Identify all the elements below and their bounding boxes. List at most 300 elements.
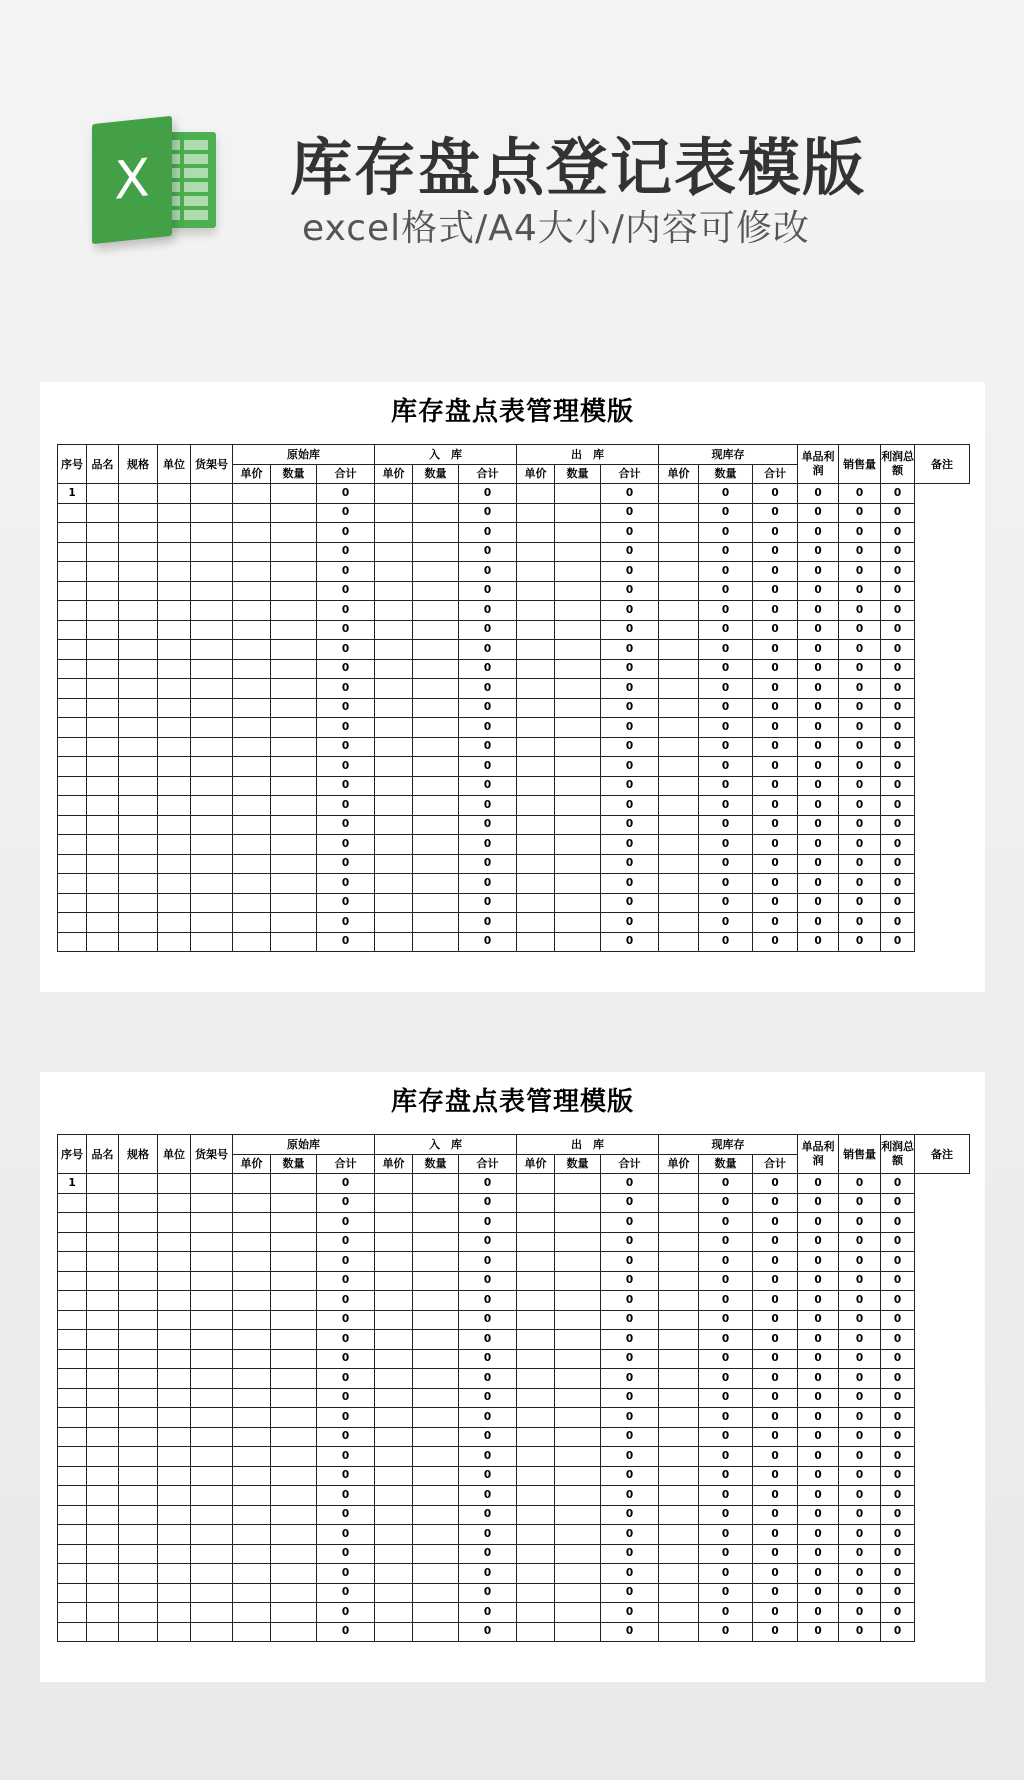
header-sub-price: 单价 xyxy=(659,1154,699,1174)
table-cell xyxy=(87,1271,119,1291)
table-cell: 0 xyxy=(753,1271,798,1291)
table-cell xyxy=(233,1252,271,1272)
table-cell xyxy=(555,581,601,601)
table-cell xyxy=(517,640,555,660)
table-cell: 0 xyxy=(317,1583,375,1603)
table-cell xyxy=(191,1193,233,1213)
table-cell xyxy=(233,698,271,718)
table-cell xyxy=(158,1291,191,1311)
table-cell: 0 xyxy=(881,1310,915,1330)
table-cell: 0 xyxy=(459,581,517,601)
table-cell xyxy=(271,796,317,816)
table-cell xyxy=(87,718,119,738)
table-cell xyxy=(271,1544,317,1564)
table-cell xyxy=(375,718,413,738)
table-cell xyxy=(517,1603,555,1623)
table-cell xyxy=(413,1349,459,1369)
table-cell: 0 xyxy=(839,620,881,640)
table-cell xyxy=(413,1213,459,1233)
table-cell: 0 xyxy=(601,1408,659,1428)
table-cell xyxy=(517,1232,555,1252)
table-cell xyxy=(555,1408,601,1428)
table-cell xyxy=(191,1427,233,1447)
table-cell: 0 xyxy=(459,1583,517,1603)
table-cell xyxy=(119,796,158,816)
table-cell: 0 xyxy=(881,542,915,562)
table-cell xyxy=(87,854,119,874)
table-cell xyxy=(87,1525,119,1545)
table-cell xyxy=(555,1525,601,1545)
table-cell: 0 xyxy=(798,776,839,796)
table-cell: 0 xyxy=(699,640,753,660)
table-cell xyxy=(375,1466,413,1486)
table-cell xyxy=(87,1603,119,1623)
table-cell xyxy=(87,1447,119,1467)
table-cell xyxy=(191,1369,233,1389)
table-cell: 0 xyxy=(839,1486,881,1506)
table-cell xyxy=(58,1603,87,1623)
table-cell: 0 xyxy=(317,562,375,582)
table-cell: 0 xyxy=(839,1232,881,1252)
table-cell: 0 xyxy=(317,1291,375,1311)
table-cell xyxy=(271,1505,317,1525)
table-cell: 0 xyxy=(798,1330,839,1350)
table-cell xyxy=(375,1603,413,1623)
table-cell: 0 xyxy=(699,737,753,757)
table-cell xyxy=(233,1310,271,1330)
table-cell: 0 xyxy=(839,815,881,835)
table-cell xyxy=(158,1564,191,1584)
table-cell: 0 xyxy=(459,1252,517,1272)
table-cell xyxy=(119,757,158,777)
table-cell: 0 xyxy=(601,698,659,718)
table-cell: 0 xyxy=(459,913,517,933)
table-cell xyxy=(191,1408,233,1428)
table-cell xyxy=(233,1193,271,1213)
table-cell xyxy=(158,1213,191,1233)
table-cell: 0 xyxy=(839,1603,881,1623)
table-cell: 0 xyxy=(753,523,798,543)
table-cell: 0 xyxy=(839,776,881,796)
table-cell xyxy=(87,932,119,952)
table-cell xyxy=(58,698,87,718)
table-cell xyxy=(119,1213,158,1233)
table-cell xyxy=(119,1330,158,1350)
table-cell: 0 xyxy=(699,484,753,504)
table-cell: 0 xyxy=(601,1388,659,1408)
table-cell xyxy=(158,737,191,757)
table-cell xyxy=(413,835,459,855)
table-row xyxy=(58,1447,970,1467)
table-cell xyxy=(233,893,271,913)
table-cell: 0 xyxy=(798,1622,839,1642)
table-cell: 0 xyxy=(753,913,798,933)
table-cell xyxy=(191,932,233,952)
table-cell xyxy=(375,737,413,757)
table-row xyxy=(58,854,970,874)
table-cell xyxy=(158,523,191,543)
table-cell xyxy=(233,796,271,816)
table-cell xyxy=(233,776,271,796)
table-row xyxy=(58,1466,970,1486)
table-cell: 0 xyxy=(798,542,839,562)
table-cell xyxy=(659,1271,699,1291)
table-cell xyxy=(119,835,158,855)
table-cell: 0 xyxy=(459,1174,517,1194)
table-cell xyxy=(158,718,191,738)
table-cell: 0 xyxy=(753,893,798,913)
table-cell: 0 xyxy=(881,581,915,601)
table-cell: 0 xyxy=(317,679,375,699)
table-cell xyxy=(517,718,555,738)
table-cell xyxy=(555,1388,601,1408)
table-cell: 0 xyxy=(839,1408,881,1428)
table-cell xyxy=(58,1486,87,1506)
table-cell xyxy=(555,1369,601,1389)
table-cell: 0 xyxy=(601,757,659,777)
table-cell: 0 xyxy=(317,581,375,601)
table-cell xyxy=(659,796,699,816)
table-cell: 0 xyxy=(881,1213,915,1233)
table-cell xyxy=(58,1369,87,1389)
table-cell xyxy=(191,1583,233,1603)
table-cell: 0 xyxy=(753,1583,798,1603)
table-cell xyxy=(375,523,413,543)
table-cell: 0 xyxy=(881,1525,915,1545)
table-cell: 0 xyxy=(459,1232,517,1252)
table-cell: 0 xyxy=(601,620,659,640)
table-cell xyxy=(119,1310,158,1330)
table-cell: 0 xyxy=(881,523,915,543)
table-cell: 0 xyxy=(317,1388,375,1408)
table-cell xyxy=(58,503,87,523)
table-cell xyxy=(517,1427,555,1447)
table-cell: 0 xyxy=(881,1603,915,1623)
table-cell xyxy=(555,523,601,543)
table-cell xyxy=(119,523,158,543)
table-cell: 0 xyxy=(753,1622,798,1642)
table-cell xyxy=(233,1291,271,1311)
table-cell: 0 xyxy=(881,737,915,757)
table-cell: 0 xyxy=(798,737,839,757)
header-group-in: 入 库 xyxy=(375,1135,517,1155)
table-cell: 0 xyxy=(839,1330,881,1350)
table-cell xyxy=(233,659,271,679)
table-cell xyxy=(271,757,317,777)
table-cell xyxy=(517,796,555,816)
header-group-original: 原始库 xyxy=(233,445,375,465)
header-unit: 单位 xyxy=(158,1135,191,1174)
table-cell: 0 xyxy=(839,1213,881,1233)
table-cell: 0 xyxy=(317,1330,375,1350)
table-cell xyxy=(58,562,87,582)
table-cell: 0 xyxy=(317,1603,375,1623)
table-cell xyxy=(517,1291,555,1311)
table-cell xyxy=(375,893,413,913)
table-cell: 0 xyxy=(881,601,915,621)
table-cell xyxy=(233,737,271,757)
table-cell xyxy=(87,796,119,816)
table-cell xyxy=(87,542,119,562)
table-cell: 0 xyxy=(601,1213,659,1233)
header-group-out: 出 库 xyxy=(517,445,659,465)
table-cell: 0 xyxy=(601,1369,659,1389)
table-cell xyxy=(158,854,191,874)
table-cell: 0 xyxy=(699,1427,753,1447)
table-cell: 0 xyxy=(317,601,375,621)
table-cell xyxy=(158,776,191,796)
table-cell: 0 xyxy=(459,737,517,757)
table-cell xyxy=(555,1564,601,1584)
table-cell: 0 xyxy=(459,1291,517,1311)
table-cell xyxy=(413,1603,459,1623)
table-cell: 0 xyxy=(699,1193,753,1213)
table-cell: 0 xyxy=(881,1622,915,1642)
table-cell xyxy=(87,1330,119,1350)
table-cell xyxy=(233,718,271,738)
table-cell: 0 xyxy=(881,1291,915,1311)
table-cell xyxy=(87,815,119,835)
table-cell: 0 xyxy=(699,1505,753,1525)
table-cell: 0 xyxy=(459,1271,517,1291)
table-cell: 0 xyxy=(601,542,659,562)
table-cell xyxy=(87,601,119,621)
table-cell xyxy=(58,874,87,894)
table-cell xyxy=(58,718,87,738)
table-cell: 0 xyxy=(317,815,375,835)
table-cell: 0 xyxy=(601,776,659,796)
header-sub-qty: 数量 xyxy=(413,464,459,484)
table-cell: 0 xyxy=(753,1525,798,1545)
table-cell: 0 xyxy=(699,1232,753,1252)
table-row xyxy=(58,1213,970,1233)
table-cell: 0 xyxy=(601,854,659,874)
table-cell xyxy=(191,757,233,777)
table-cell: 0 xyxy=(601,718,659,738)
header-group-current: 现库存 xyxy=(659,445,798,465)
table-cell: 0 xyxy=(753,1174,798,1194)
header-sub-qty: 数量 xyxy=(555,464,601,484)
table-cell: 0 xyxy=(881,854,915,874)
table-cell xyxy=(87,1583,119,1603)
table-cell: 0 xyxy=(798,679,839,699)
table-cell xyxy=(413,1622,459,1642)
header-sales: 销售量 xyxy=(839,1135,881,1174)
header-sub-qty: 数量 xyxy=(699,464,753,484)
table-cell xyxy=(158,1466,191,1486)
table-cell: 0 xyxy=(699,1310,753,1330)
table-cell: 0 xyxy=(459,1544,517,1564)
table-cell xyxy=(87,620,119,640)
table-cell xyxy=(158,1271,191,1291)
table-cell xyxy=(375,796,413,816)
table-cell xyxy=(191,1271,233,1291)
table-cell: 0 xyxy=(459,1447,517,1467)
table-cell xyxy=(375,1408,413,1428)
table-cell xyxy=(555,1174,601,1194)
table-cell xyxy=(58,932,87,952)
table-cell xyxy=(271,1564,317,1584)
table-cell: 0 xyxy=(317,1408,375,1428)
table-cell: 0 xyxy=(881,796,915,816)
table-cell xyxy=(58,854,87,874)
table-row xyxy=(58,1271,970,1291)
table-cell: 0 xyxy=(798,1310,839,1330)
table-cell xyxy=(517,1486,555,1506)
table-cell xyxy=(191,1349,233,1369)
table-cell: 0 xyxy=(798,1525,839,1545)
table-cell xyxy=(87,640,119,660)
table-cell xyxy=(158,601,191,621)
table-cell: 0 xyxy=(459,542,517,562)
table-cell xyxy=(413,484,459,504)
table-cell xyxy=(119,562,158,582)
table-cell: 0 xyxy=(317,1271,375,1291)
table-cell xyxy=(555,893,601,913)
table-cell: 0 xyxy=(881,1544,915,1564)
table-cell: 0 xyxy=(601,1271,659,1291)
table-cell xyxy=(87,757,119,777)
table-cell: 0 xyxy=(601,815,659,835)
table-cell xyxy=(87,679,119,699)
table-cell: 0 xyxy=(459,659,517,679)
table-cell xyxy=(191,1310,233,1330)
table-cell: 0 xyxy=(459,854,517,874)
table-cell xyxy=(271,542,317,562)
table-cell xyxy=(517,1447,555,1467)
table-cell xyxy=(58,1388,87,1408)
table-cell: 0 xyxy=(798,1349,839,1369)
table-cell: 0 xyxy=(601,1193,659,1213)
table-cell xyxy=(659,640,699,660)
table-cell: 0 xyxy=(753,1291,798,1311)
table-cell: 0 xyxy=(699,893,753,913)
table-cell xyxy=(555,835,601,855)
table-cell: 0 xyxy=(317,932,375,952)
table-cell xyxy=(659,562,699,582)
table-cell xyxy=(58,1447,87,1467)
table-row xyxy=(58,1505,970,1525)
table-cell: 0 xyxy=(798,640,839,660)
table-cell xyxy=(375,1447,413,1467)
table-cell xyxy=(158,698,191,718)
table-cell xyxy=(271,737,317,757)
table-cell: 0 xyxy=(317,757,375,777)
table-cell xyxy=(191,1232,233,1252)
table-cell xyxy=(659,1330,699,1350)
table-cell: 0 xyxy=(699,757,753,777)
table-cell: 0 xyxy=(459,1330,517,1350)
header-group-original: 原始库 xyxy=(233,1135,375,1155)
table-cell xyxy=(158,1525,191,1545)
table-cell xyxy=(87,1369,119,1389)
table-cell xyxy=(659,1291,699,1311)
header-remark: 备注 xyxy=(915,445,970,484)
table-cell xyxy=(87,562,119,582)
table-cell xyxy=(58,1564,87,1584)
table-cell xyxy=(659,1388,699,1408)
header-unit-profit: 单品利润 xyxy=(798,1135,839,1174)
header-total-profit: 利润总额 xyxy=(881,1135,915,1174)
table-cell: 0 xyxy=(459,698,517,718)
table-cell xyxy=(191,1486,233,1506)
table-cell xyxy=(413,1252,459,1272)
table-cell xyxy=(119,698,158,718)
table-cell xyxy=(517,1174,555,1194)
table-cell xyxy=(233,542,271,562)
table-cell xyxy=(517,659,555,679)
table-cell xyxy=(119,659,158,679)
table-cell xyxy=(87,1622,119,1642)
table-cell xyxy=(375,932,413,952)
table-cell xyxy=(413,1466,459,1486)
table-cell: 0 xyxy=(459,1505,517,1525)
table-cell xyxy=(233,1525,271,1545)
header-sub-total: 合计 xyxy=(317,1154,375,1174)
table-cell xyxy=(158,1447,191,1467)
table-cell xyxy=(87,1252,119,1272)
table-cell: 0 xyxy=(881,1408,915,1428)
table-cell xyxy=(158,932,191,952)
table-cell xyxy=(555,1349,601,1369)
hero-subtitle: excel格式/A4大小/内容可修改 xyxy=(302,208,810,249)
table-cell: 0 xyxy=(753,1603,798,1623)
table-cell: 0 xyxy=(753,601,798,621)
table-cell xyxy=(119,1369,158,1389)
table-cell: 0 xyxy=(317,659,375,679)
table-cell: 0 xyxy=(317,1369,375,1389)
table-cell xyxy=(555,913,601,933)
table-cell xyxy=(413,1291,459,1311)
table-cell: 0 xyxy=(753,1505,798,1525)
table-cell: 0 xyxy=(459,503,517,523)
table-cell: 0 xyxy=(459,1388,517,1408)
table-cell xyxy=(659,757,699,777)
table-row xyxy=(58,659,970,679)
table-cell: 0 xyxy=(798,932,839,952)
table-cell xyxy=(375,1330,413,1350)
table-row xyxy=(58,1369,970,1389)
table-cell xyxy=(271,601,317,621)
table-cell xyxy=(413,737,459,757)
table-cell xyxy=(158,874,191,894)
header-sub-qty: 数量 xyxy=(271,1154,317,1174)
table-cell xyxy=(659,854,699,874)
table-cell xyxy=(191,815,233,835)
table-cell: 0 xyxy=(699,1388,753,1408)
table-cell: 0 xyxy=(753,620,798,640)
table-cell xyxy=(233,1564,271,1584)
table-cell xyxy=(87,1564,119,1584)
table-cell xyxy=(191,1544,233,1564)
table-cell xyxy=(375,874,413,894)
table-cell: 0 xyxy=(699,815,753,835)
table-cell xyxy=(87,659,119,679)
table-cell: 0 xyxy=(601,1466,659,1486)
table-cell: 0 xyxy=(699,1486,753,1506)
table-cell: 0 xyxy=(317,523,375,543)
table-cell: 0 xyxy=(881,562,915,582)
table-cell: 0 xyxy=(317,484,375,504)
table-cell: 0 xyxy=(798,1466,839,1486)
table-cell xyxy=(375,757,413,777)
table-cell xyxy=(271,1349,317,1369)
table-cell xyxy=(659,659,699,679)
table-cell: 0 xyxy=(753,776,798,796)
table-cell: 0 xyxy=(753,1388,798,1408)
table-cell xyxy=(271,835,317,855)
table-cell: 0 xyxy=(839,718,881,738)
